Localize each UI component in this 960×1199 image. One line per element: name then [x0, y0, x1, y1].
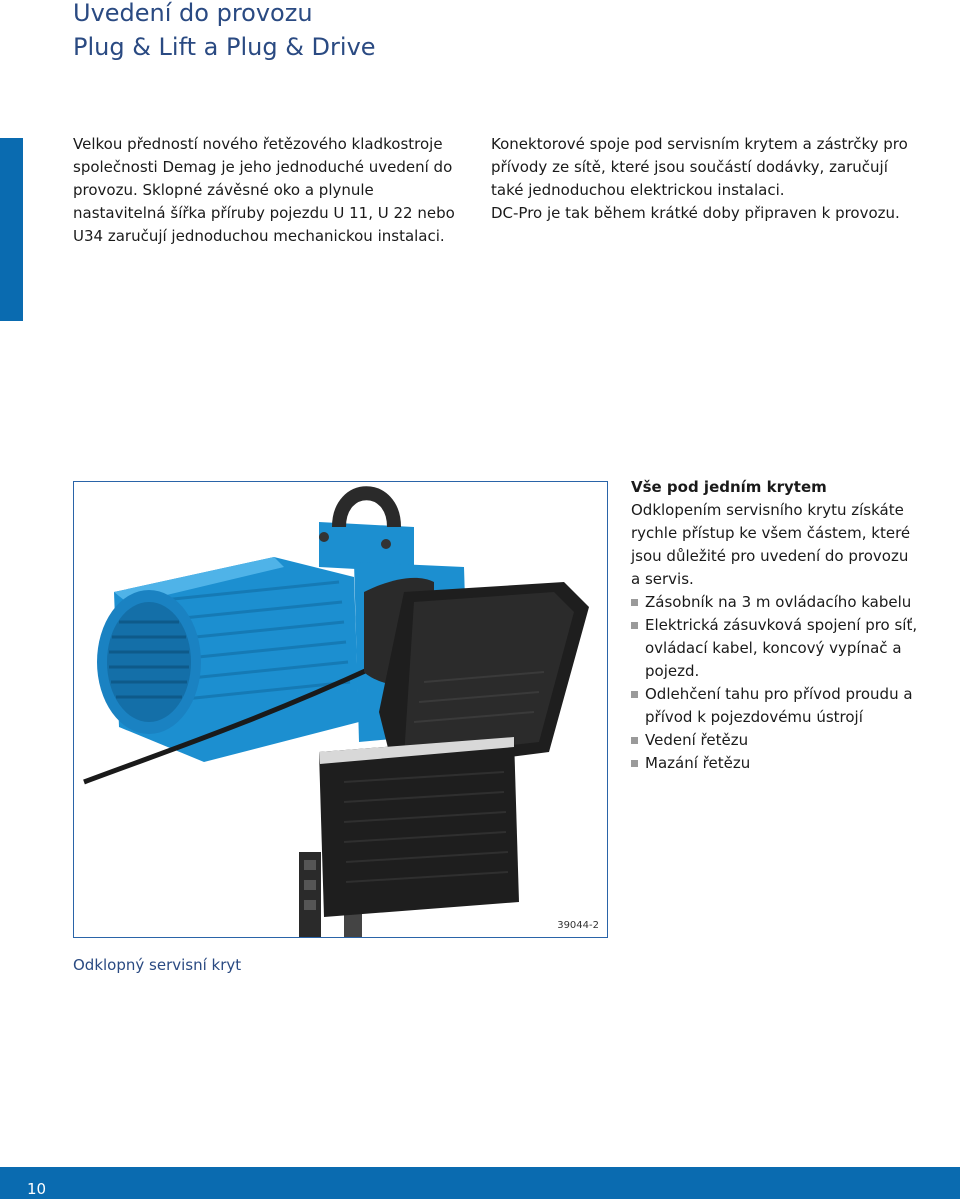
feature-box [631, 476, 921, 775]
intro-left-text: Velkou předností nového řetězového kladkostroje společnosti Demag je jeho jednoduché uvedení do provozu. Sklopné závěsné oko a plynule nastavitelná šířka příruby pojezdu U 11, U 22 nebo U34 zaručují jednoduchou mechanickou instalaci. [73, 135, 455, 245]
product-photo [73, 481, 608, 938]
square-bullet-icon [631, 691, 638, 698]
list-item-text: Elektrická zásuvková spojení pro síť, ovládací kabel, koncový vypínač a pojezd. [645, 616, 918, 680]
footer-bar [0, 1167, 960, 1199]
list-item [631, 591, 921, 614]
page-number: 10 [27, 1180, 47, 1198]
square-bullet-icon [631, 599, 638, 606]
title-line-2: Plug & Lift a Plug & Drive [73, 33, 376, 61]
square-bullet-icon [631, 760, 638, 767]
square-bullet-icon [631, 622, 638, 629]
square-bullet-icon [631, 737, 638, 744]
figure-caption: Odklopný servisní kryt [73, 956, 242, 974]
list-item [631, 729, 921, 752]
side-accent-bar [0, 138, 23, 321]
list-item-text: Mazání řetězu [645, 754, 751, 772]
list-item [631, 752, 921, 775]
list-item [631, 614, 921, 683]
feature-body: Odklopením servisního krytu získáte rychle přístup ke všem částem, které jsou důležité pro uvedení do provozu a servis. [631, 501, 911, 588]
title-line-1: Uvedení do provozu [73, 0, 313, 27]
feature-list [631, 591, 921, 775]
list-item-text: Odlehčení tahu pro přívod proudu a přívod k pojezdovému ústrojí [645, 685, 913, 726]
hoist-illustration [74, 482, 607, 937]
feature-title: Vše pod jedním krytem [631, 478, 827, 496]
page-title [73, 0, 376, 64]
intro-right-text-2: DC-Pro je tak během krátké doby připraven k provozu. [491, 204, 900, 222]
photo-id: 39044-2 [557, 920, 599, 931]
list-item-text: Zásobník na 3 m ovládacího kabelu [645, 593, 912, 611]
intro-left-column [73, 133, 458, 248]
list-item [631, 683, 921, 729]
intro-right-text-1: Konektorové spoje pod servisním krytem a zástrčky pro přívody ze sítě, které jsou součástí dodávky, zaručují také jednoduchou elektrickou instalaci. [491, 135, 908, 199]
list-item-text: Vedení řetězu [645, 731, 749, 749]
intro-right-column [491, 133, 911, 225]
